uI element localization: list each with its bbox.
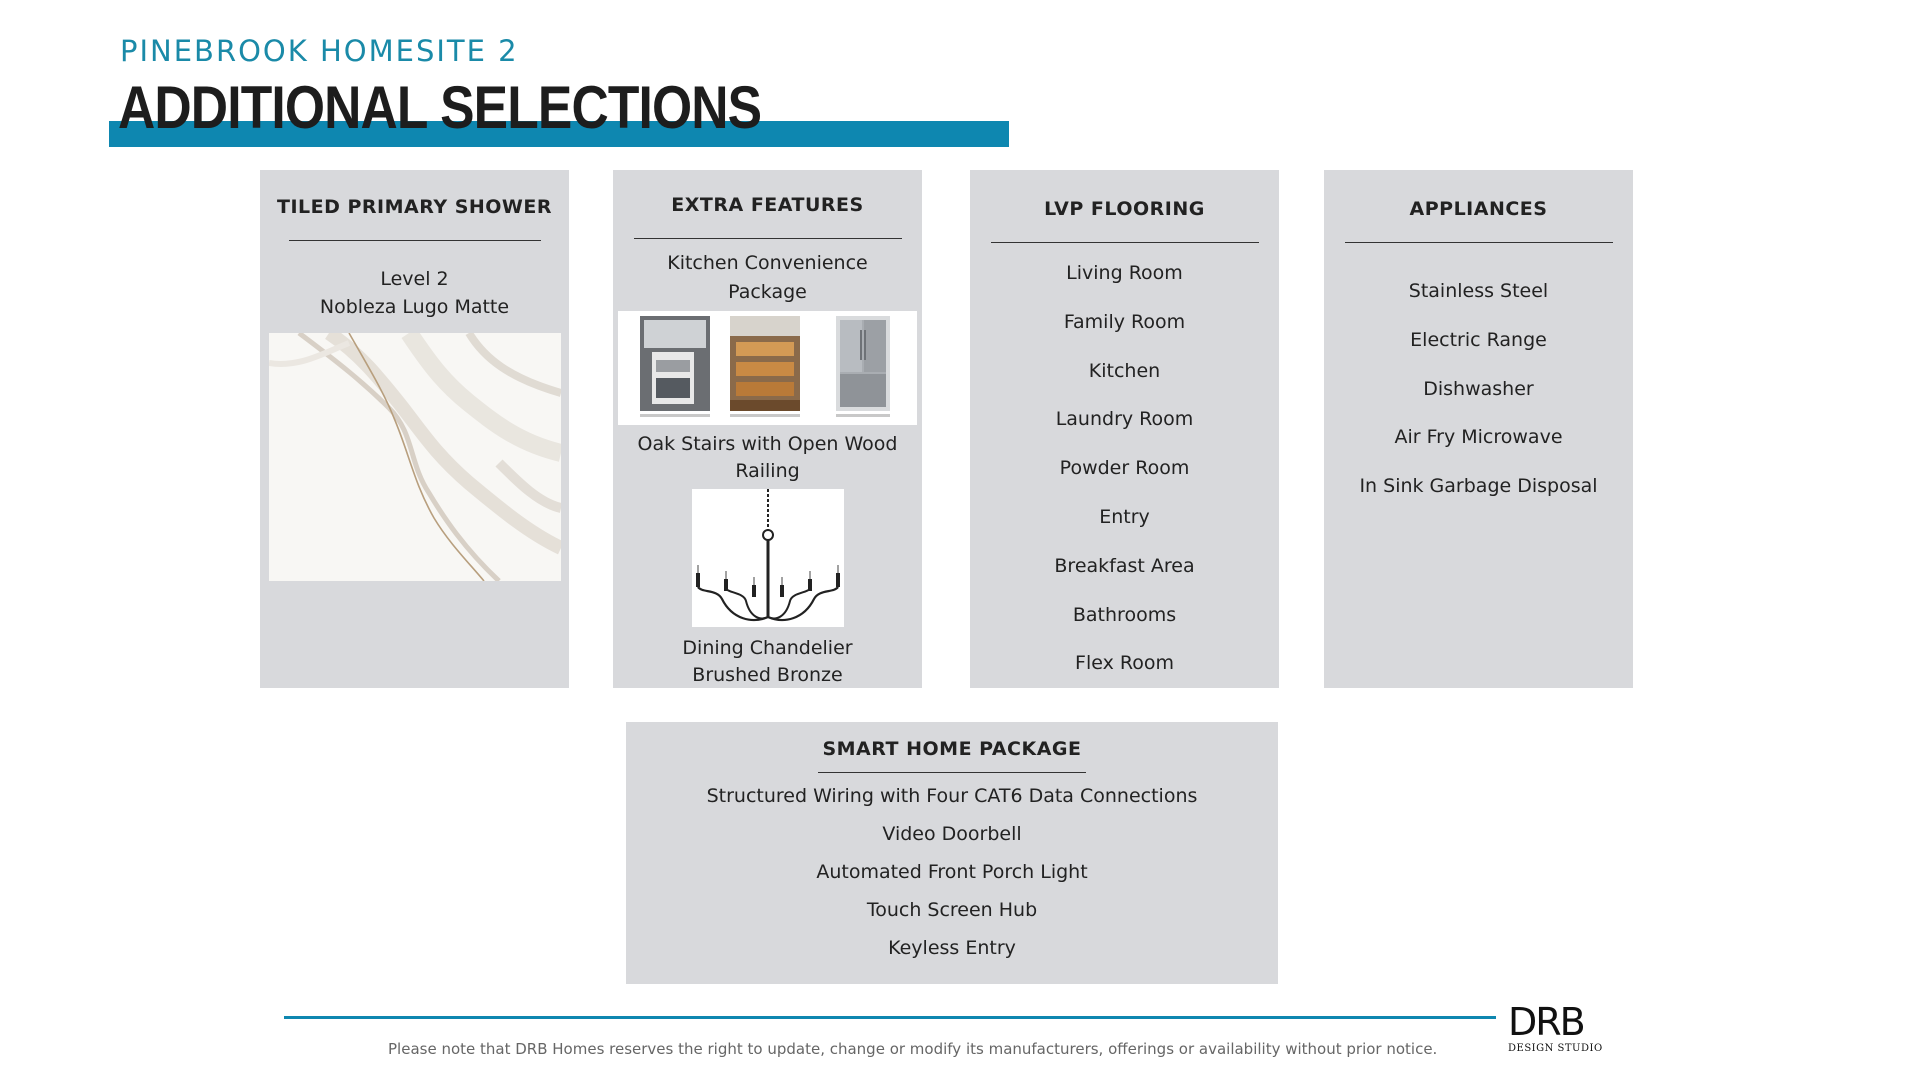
title-divider	[818, 772, 1086, 773]
card-extra-features	[613, 170, 922, 688]
card-title: LVP FLOORING	[1044, 198, 1205, 220]
list-item: Laundry Room	[1055, 408, 1194, 431]
card-appliances	[1324, 170, 1633, 688]
logo-mark: DRB	[1508, 1000, 1584, 1044]
card-tiled-primary-shower	[260, 170, 569, 688]
lvp-list	[970, 249, 1279, 688]
list-item: Family Room	[1063, 310, 1186, 333]
title-divider	[289, 240, 541, 241]
page-subtitle: PINEBROOK HOMESITE 2	[120, 34, 519, 68]
footer-divider	[284, 1016, 1496, 1019]
oak-stairs-line2: Railing	[735, 460, 800, 482]
kitchen-package-line1: Kitchen Convenience	[667, 252, 868, 274]
image-caption	[640, 414, 710, 417]
list-item: Video Doorbell	[882, 823, 1022, 845]
list-item: Automated Front Porch Light	[816, 861, 1088, 883]
list-item: Entry	[1099, 505, 1150, 528]
list-item: Touch Screen Hub	[866, 899, 1038, 921]
list-item: Powder Room	[1059, 457, 1190, 480]
list-item: Structured Wiring with Four CAT6 Data Connections	[706, 785, 1198, 807]
list-item: Bathrooms	[1072, 603, 1177, 626]
shower-finish: Nobleza Lugo Matte	[319, 296, 510, 318]
chandelier-image	[692, 489, 844, 627]
card-title: APPLIANCES	[1409, 198, 1548, 220]
kitchen-pullout-image	[640, 316, 710, 411]
list-item: In Sink Garbage Disposal	[1359, 475, 1598, 498]
card-title: EXTRA FEATURES	[671, 194, 864, 216]
image-caption	[836, 414, 890, 417]
title-divider	[991, 242, 1259, 243]
kitchen-drawers-image	[730, 316, 800, 411]
chandelier-line2: Brushed Bronze	[692, 664, 843, 686]
page-title: ADDITIONAL SELECTIONS	[118, 74, 762, 141]
card-lvp-flooring	[970, 170, 1279, 688]
kitchen-package-line2: Package	[728, 281, 807, 303]
title-divider	[1345, 242, 1613, 243]
list-item: Living Room	[1066, 262, 1183, 284]
oak-stairs-line1: Oak Stairs with Open Wood	[637, 433, 898, 455]
card-smart-home-package	[626, 722, 1278, 984]
kitchen-fridge-image	[836, 316, 890, 411]
drb-logo	[1508, 1000, 1608, 1061]
list-item: Dishwasher	[1423, 377, 1534, 400]
card-title: TILED PRIMARY SHOWER	[276, 196, 552, 218]
list-item: Electric Range	[1410, 328, 1547, 351]
image-caption	[730, 414, 800, 417]
list-item: Flex Room	[1075, 652, 1174, 675]
title-divider	[634, 238, 902, 239]
list-item: Keyless Entry	[888, 937, 1016, 959]
list-item: Breakfast Area	[1054, 554, 1195, 577]
logo-subtitle: DESIGN STUDIO	[1508, 1043, 1603, 1054]
appliances-list	[1324, 267, 1633, 511]
kitchen-package-images	[618, 311, 917, 425]
card-title: SMART HOME PACKAGE	[822, 738, 1082, 760]
smart-home-list	[626, 777, 1278, 967]
disclaimer-text: Please note that DRB Homes reserves the right to update, change or modify its manufacturers, offerings or availability without prior notice.	[388, 1040, 1438, 1058]
marble-swatch-image	[269, 333, 561, 581]
shower-level: Level 2	[380, 268, 449, 290]
list-item: Air Fry Microwave	[1394, 426, 1563, 449]
list-item: Kitchen	[1088, 359, 1161, 382]
list-item: Stainless Steel	[1408, 280, 1549, 302]
chandelier-line1: Dining Chandelier	[682, 637, 853, 659]
